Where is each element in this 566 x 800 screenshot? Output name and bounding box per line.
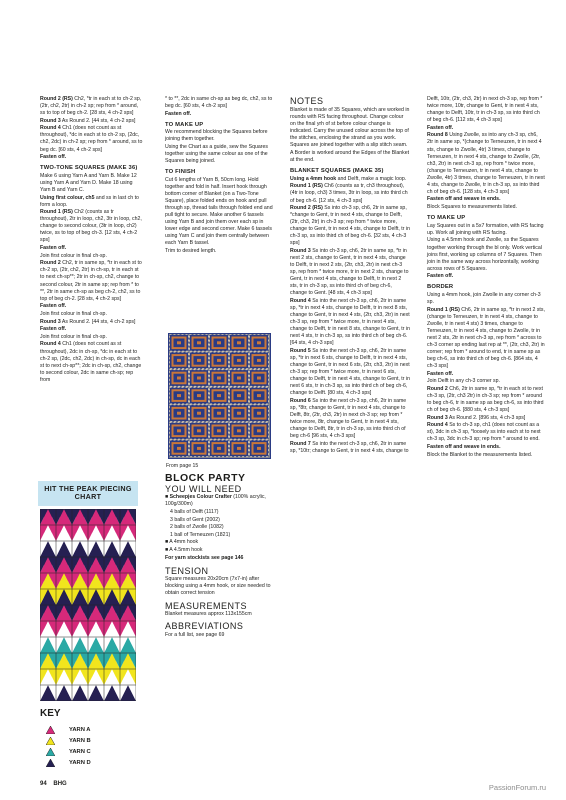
blanket-square-center	[237, 447, 241, 450]
instruction-label: Round 5	[290, 347, 311, 354]
instruction-paragraph	[290, 205, 410, 247]
instruction-text: Ss into the next ch-3 sp, ch6, 2tr in same sp, *10tr; change to Gent, tr in next 4 sts, change to	[290, 440, 409, 454]
instruction-text: As Round 2. [44 sts, 4 ch-2 sps]	[60, 318, 136, 325]
material-item	[165, 524, 277, 531]
piecing-chart	[40, 509, 136, 701]
material-detail: A 4.5mm hook	[169, 547, 203, 554]
material-detail: A 4mm hook	[169, 539, 199, 546]
instruction-paragraph	[427, 371, 545, 378]
blanket-square-center	[197, 341, 201, 344]
blanket-square-center	[237, 394, 241, 397]
instruction-paragraph	[427, 422, 545, 443]
instruction-text: Join first colour in final ch-sp.	[40, 333, 107, 340]
material-item	[165, 547, 277, 554]
instruction-label: Round 1 (RS)	[40, 209, 73, 216]
instruction-text: A Border is worked around the Edges of the Blanket at the end.	[290, 150, 410, 164]
instruction-paragraph	[40, 154, 143, 161]
instruction-label: Round 4	[40, 341, 61, 348]
abbreviations-text: For a full list, see page 69	[165, 631, 225, 638]
material-name: Scheepjes Colour Crafter	[169, 494, 232, 501]
blanket-square-center	[177, 341, 181, 344]
instruction-paragraph	[427, 125, 545, 132]
instruction-text: Ch6 (counts as tr, ch3 throughout), (4tr in loop, ch3) 3 times, 3tr in loop, ss into third ch of beg ch-6. [12 sts, 4 ch-3 sps]	[290, 183, 408, 204]
section-heading: TWO-TONE SQUARES (MAKE 36)	[40, 165, 138, 172]
blanket-square-center	[257, 359, 261, 362]
blanket-square-center	[217, 377, 221, 380]
instruction-text: Ss to ch-3 sp, ch1 (does not count as a st), 3dc in ch-3 sp, *loosely ss into each st to next ch-3 sp, 3dc in ch-3 sp; rep from * around to end.	[427, 422, 541, 443]
instruction-paragraph	[290, 248, 410, 297]
blanket-square-center	[237, 412, 241, 415]
blanket-square-center	[257, 429, 261, 432]
blanket-square-center	[177, 429, 181, 432]
instruction-text: Ch6, 2tr in same sp, *tr in each st to next ch-3 sp, (2tr, ch3 2tr) in ch-3 sp; rep from * around to beg ch-6, tr in same sp as beg ch-6, ss into third ch of beg ch-6. [880 sts, 4 ch-3 sps]	[427, 385, 544, 414]
key-label: YARN C	[69, 748, 91, 755]
materials-list	[165, 494, 277, 562]
instruction-paragraph	[290, 176, 410, 183]
piecing-chart-title: HIT THE PEAK PIECING CHART	[38, 481, 138, 506]
instruction-label: Round 7	[290, 440, 311, 447]
instruction-text: Ch2, *tr in each st to ch-2 sp, (2tr, ch2, 2tr) in ch-2 sp; rep from * around, ss to top of beg ch-2. [28 sts, 4 ch-2 sps]	[40, 96, 142, 117]
page-number: 94	[40, 781, 47, 787]
blanket-square-center	[197, 429, 201, 432]
blanket-square-center	[237, 341, 241, 344]
key-item	[46, 747, 91, 756]
instruction-text: Ch2, tr in same sp, *tr in each st to ch-2 sp, (2tr, ch2, 2tr) in ch-sp, tr in each st to next ch-sp**; 2tr in ch-sp, ch2, change to second colour, 2tr in same sp; rep from * to **, 2tr in same ch-sp as beg ch-2, ch2, ss to top of beg ch-2. [28 sts, 4 ch-2 sps]	[40, 260, 142, 302]
instruction-text: and Delft, make a magic loop.	[336, 175, 407, 182]
section-heading: BORDER	[427, 284, 454, 291]
column-4	[427, 96, 545, 459]
instruction-text: Using a 4mm hook, join Zwolle in any corner ch-3 sp.	[427, 291, 541, 306]
instruction-paragraph	[427, 196, 545, 203]
instruction-label: Fasten off and weave in ends.	[427, 196, 501, 203]
abbreviations-heading: ABBREVIATIONS	[165, 621, 244, 632]
instruction-text: Join Delft in any ch-3 corner sp.	[427, 378, 500, 385]
blanket-square-center	[257, 447, 261, 450]
blanket-square-center	[257, 341, 261, 344]
instruction-paragraph	[165, 129, 273, 143]
instruction-paragraph	[427, 204, 545, 211]
instruction-paragraph	[40, 260, 143, 302]
blanket-square-center	[197, 394, 201, 397]
section-heading: TO MAKE UP	[427, 215, 466, 222]
instruction-text: Join first colour in final ch-sp.	[40, 310, 107, 317]
column-3	[290, 96, 410, 455]
key-label: YARN A	[69, 726, 91, 733]
measurements-heading: MEASUREMENTS	[165, 600, 248, 611]
instruction-paragraph	[40, 173, 143, 194]
instruction-label: Fasten off.	[40, 245, 67, 252]
instruction-text: Using the Chart as a guide, sew the Squares together using the same colour as one of the Squares being joined.	[165, 144, 268, 165]
instruction-text: As Round 2. [44 sts, 4 ch-2 sps]	[60, 117, 136, 124]
material-detail: 4 balls of Delft (1117)	[170, 508, 219, 515]
instruction-label: Round 4	[427, 422, 448, 429]
blanket-square-center	[257, 394, 261, 397]
material-item	[165, 555, 277, 562]
instruction-paragraph	[427, 132, 545, 195]
material-detail: 2 balls of Zwolle (1082)	[170, 524, 224, 531]
page-footer	[40, 781, 67, 787]
instruction-paragraph	[427, 273, 545, 280]
instruction-paragraph	[427, 223, 545, 237]
instruction-paragraph	[427, 292, 545, 306]
bullet-icon: ■	[165, 539, 170, 546]
instruction-text: Using a 4.5mm hook and Zwolle, ss the Squares together working through the bl only. Work vertical joins first, working up columns of 7 Squares. Then join in the same way across horizontally, working across rows of 5 Squares.	[427, 237, 542, 272]
instruction-label: Fasten off.	[427, 370, 454, 377]
key-title: KEY	[40, 708, 61, 719]
instruction-label: Fasten off.	[40, 303, 67, 310]
instruction-text: and ss in last ch to form a loop.	[40, 194, 139, 208]
instruction-label: Fasten off.	[427, 273, 454, 280]
instruction-label: Round 3	[427, 414, 448, 421]
instruction-text: Ch6, 2tr in same sp, *tr in next 2 sts, (change to Terneuzen, tr in next 4 sts, change to Zwolle, tr in next 4 sts) 3 times, change to Terneuzen, tr in next 4 sts, change to Zwolle, tr in next 2 sts, 2tr in next ch-3 sp, rep from * across to ch-3 corner sp ending last rep at **, (2tr, ch3, 2tr) in corner; rep from * around to end, tr in same sp as beg ch-6, ss into third ch of beg ch-6. [864 sts, 4 ch-3 sps]	[427, 306, 545, 370]
instruction-paragraph	[427, 444, 545, 451]
instruction-paragraph	[427, 378, 545, 385]
instruction-text: Cut 6 lengths of Yarn B, 50cm long. Hold together and fold in half. Insert hook through bottom corner of Blanket (on a Two-Tone Square), place folded ends on hook and pull through sp, thread tails through folded end and pull tight to secure. Make another 6 tassels using Yarn B and join them over each sp in lower edge and second corner. Make 6 tassels using Yarn C and join them centrally between each Yarn B tassel.	[165, 176, 273, 247]
instruction-paragraph	[427, 415, 545, 422]
instruction-paragraph	[427, 96, 545, 124]
bullet-icon: ■	[165, 547, 170, 554]
material-detail: (100% acrylic, 100g/300m)	[165, 494, 266, 508]
block-party-title: BLOCK PARTY	[165, 472, 246, 484]
instruction-text: Ch1 (does not count as st throughout), 2dc in ch-sp, *dc in each st to ch-2 sp, (2dc, ch2, 2dc) in ch-sp, dc in each st to next ch-sp**; 2dc in ch-sp, ch2, change to second colour, 2dc in same ch-sp; rep from	[40, 341, 142, 383]
blanket-square-center	[177, 394, 181, 397]
instruction-text: Blanket is made of 35 Squares, which are worked in rounds with RS facing throughout. Change colour on the final yrh of st before colour change is indicated. Carry the unused colour across the top of the stitches, enclosing the strand as you work.	[290, 106, 410, 141]
material-item	[165, 532, 277, 539]
blanket-square-center	[217, 359, 221, 362]
blanket-square-center	[217, 412, 221, 415]
blanket-square-center	[177, 447, 181, 450]
instruction-paragraph	[290, 107, 410, 142]
instruction-paragraph	[165, 144, 273, 165]
instruction-label: Round 4	[290, 297, 311, 304]
instruction-paragraph	[40, 326, 143, 333]
instruction-text: Make 6 using Yarn A and Yarn B. Make 12 using Yarn A and Yarn D. Make 18 using Yarn B and Yarn C.	[40, 172, 137, 193]
material-item	[165, 539, 277, 546]
blanket-square-center	[237, 377, 241, 380]
instruction-label: Round 3	[290, 248, 311, 255]
instruction-paragraph	[40, 245, 143, 252]
instruction-paragraph	[40, 209, 143, 244]
instruction-paragraph	[40, 195, 143, 209]
material-detail: 3 balls of Gent (2002)	[170, 516, 220, 523]
blanket-square-center	[257, 377, 261, 380]
blanket-square-center	[197, 359, 201, 362]
blanket-square-center	[197, 377, 201, 380]
instruction-paragraph	[40, 96, 143, 117]
instruction-label: Fasten off.	[40, 326, 67, 333]
blanket-square-center	[177, 377, 181, 380]
instruction-paragraph	[40, 334, 143, 341]
instruction-text: Lay Squares out in a 5x7 formation, with RS facing up. Work all joining with RS facing.	[427, 222, 544, 236]
instruction-text: Ss into ch-3 sp, ch6, 2tr in same sp, *change to Gent, tr in next 4 sts, change to Delft, (2tr, ch3, 2tr) in ch-3 sp; rep from * twice more, change to Gent, tr in next 4 sts, change to Delft, tr in ch-3 sp, ss into third ch of beg ch-6. [32 sts, 4 ch-3 sps]	[290, 205, 410, 247]
instruction-label: Round 4	[40, 125, 61, 132]
instruction-label: Using a 4mm hook	[290, 175, 337, 182]
material-item	[165, 509, 277, 516]
tension-text: Square measures 20x20cm (7x7-in) after blocking using a 4mm hook, or size needed to obtain correct tension	[165, 576, 271, 597]
instruction-paragraph	[290, 398, 410, 440]
blanket-square-center	[217, 429, 221, 432]
instruction-label: Round 2	[40, 260, 61, 267]
watermark: PassionForum.ru	[488, 783, 546, 792]
blanket-square-center	[257, 412, 261, 415]
material-detail: For yarn stockists see page 146	[165, 554, 244, 561]
instruction-label: Round 1 (RS)	[427, 306, 460, 313]
instruction-paragraph	[290, 183, 410, 204]
instruction-label: Round 6	[290, 397, 311, 404]
notes-heading: NOTES	[290, 96, 324, 106]
blanket-square-center	[197, 447, 201, 450]
instruction-paragraph	[40, 125, 143, 153]
instruction-paragraph	[40, 341, 143, 383]
instruction-paragraph	[165, 96, 273, 110]
key-item	[46, 736, 91, 745]
instruction-paragraph	[290, 441, 410, 455]
instruction-paragraph	[427, 307, 545, 370]
instruction-label: Fasten off.	[165, 110, 192, 117]
blanket-square-center	[217, 341, 221, 344]
block-party-section	[165, 473, 277, 639]
column-1	[40, 96, 143, 384]
from-page-note: From page 15	[166, 463, 199, 469]
instruction-paragraph	[290, 142, 410, 149]
tension-heading: TENSION	[165, 565, 209, 576]
you-will-need-heading: YOU WILL NEED	[165, 483, 242, 494]
instruction-label: Round 2 (RS)	[290, 205, 323, 212]
key-item	[46, 725, 90, 734]
instruction-paragraph	[40, 311, 143, 318]
instruction-text: * to **, 2dc in same ch-sp as beg dc, ch2, ss to beg dc. [60 sts, 4 ch-2 sps]	[165, 96, 273, 110]
instruction-text: Join first colour in final ch-sp.	[40, 252, 107, 259]
key-swatch-icon	[46, 748, 55, 756]
section-heading: TO MAKE UP	[165, 121, 204, 128]
material-item	[165, 494, 277, 508]
instruction-text: Block the Blanket to the measurements listed.	[427, 451, 533, 458]
instruction-text: Trim to desired length.	[165, 247, 217, 254]
instruction-label: Fasten off and weave in ends.	[427, 444, 501, 451]
instruction-paragraph	[40, 303, 143, 310]
instruction-paragraph	[40, 253, 143, 260]
key-swatch-icon	[46, 726, 55, 734]
instruction-label: Round 1 (RS)	[290, 183, 323, 190]
instruction-label: Round 2	[427, 385, 448, 392]
instruction-label: Fasten off.	[427, 124, 454, 131]
instruction-text: Ss into the next ch-3 sp, ch6, 2tr in same sp, *tr in next 4 sts, change to Delft, tr in next 8 sts, change to Gent, tr in next 4 sts, (2tr, ch3, 2tr) in next ch-3 sp, rep from * twice more, tr in next 4 sts, change to Delft, tr in next 8 sts, change to Gent, tr in next 4 sts, tr in ch-3 sp, ss into third ch of beg ch-6. [64 sts, 4 ch-3 sps]	[290, 297, 410, 347]
instruction-paragraph	[40, 118, 143, 125]
section-heading: TO FINISH	[165, 169, 196, 176]
blanket-square-center	[237, 359, 241, 362]
instruction-paragraph	[427, 237, 545, 272]
instruction-text: Using Zwolle, ss into any ch-3 sp, ch6, 2tr in same sp, *(change to Terneuzen, tr in next 4 sts, change to Zwolle, 4tr) 3 times, change to Terneuzen, tr in next 4 sts, change to Zwolle, (2tr, ch3, 2tr) in next ch-3 sp, rep from * twice more, (change to Terneuzen, tr in next 4 sts, change to Zwolle, 4tr) 3 times, change to Terneuzen, tr in next 4 sts, change to Zwolle, tr in ch-3 sp, ss into third ch of beg ch-6. [128 sts, 4 ch-3 sps]	[427, 132, 545, 195]
instruction-text: Ch2 (counts as tr throughout), 2tr in loop, ch2, 3tr in loop, ch2, change to second colour, (3tr in loop, ch2) twice, ss to top of beg ch-3. [12 sts, 4 ch-2 sps]	[40, 209, 142, 244]
blanket-square-center	[237, 429, 241, 432]
instruction-label: Round 8	[427, 132, 448, 139]
instruction-paragraph	[165, 111, 273, 118]
instruction-label: Round 3	[40, 117, 61, 124]
instruction-text: Block Squares to measurements listed.	[427, 204, 517, 211]
blanket-square-center	[177, 359, 181, 362]
blanket-square-center	[197, 412, 201, 415]
instruction-label: Round 2 (RS)	[40, 96, 73, 102]
section-heading: BLANKET SQUARES (MAKE 35)	[290, 168, 384, 175]
column-2	[165, 96, 273, 256]
key-item	[46, 758, 91, 767]
instruction-paragraph	[290, 150, 410, 164]
blanket-square-center	[217, 394, 221, 397]
key-label: YARN B	[69, 737, 91, 744]
instruction-text: Ss into the next ch-3 sp, ch6, 2tr in same sp, *tr in next 6 sts, change to Delft, tr in next 4 sts, change to Gent, tr in next 6 sts, (2tr, ch3, 2tr) in next ch-3 sp; rep from * twice more, tr in next 6 sts, change to Delft, tr in next 4 sts, change to Gent, tr in next 6 sts, tr in ch-3 sp, ss into third ch of beg ch-6, change to Delft. [80 sts, 4 ch-3 sps]	[290, 347, 410, 397]
key-swatch-icon	[46, 737, 55, 745]
key-label: YARN D	[69, 759, 91, 766]
instruction-label: Round 3	[40, 318, 61, 325]
instruction-paragraph	[290, 298, 410, 347]
material-detail: 1 ball of Terneuzen (1821)	[170, 531, 231, 538]
instruction-paragraph	[40, 319, 143, 326]
instruction-label: Fasten off.	[40, 154, 67, 161]
material-item	[165, 517, 277, 524]
key-swatch-icon	[46, 759, 55, 767]
instruction-text: Delft, 10tr, (2tr, ch3, 2tr) in next ch-3 sp, rep from * twice more, 10tr, change to Gent, tr in next 4 sts, change to Delft, 10tr, tr in ch-3 sp, ss into third ch of beg ch-6. [112 sts, 4 ch-3 sps]	[427, 96, 543, 124]
blanket-photo	[168, 333, 271, 459]
instruction-text: We recommend blocking the Squares before joining them together.	[165, 129, 268, 143]
instruction-text: Squares are joined together with a slip stitch seam.	[290, 142, 408, 149]
bullet-icon: ■	[165, 494, 170, 501]
instruction-paragraph	[427, 452, 545, 459]
blanket-square-center	[217, 447, 221, 450]
instruction-paragraph	[290, 348, 410, 397]
instruction-paragraph	[165, 248, 273, 255]
magazine-brand: BHG	[53, 781, 67, 787]
blanket-square-center	[177, 412, 181, 415]
instruction-text: Ss into the next ch-3 sp, ch6, 2tr in same sp, *8tr, change to Gent, tr in next 4 sts, change to Delft, 8tr, (2tr, ch3, 2tr) in next ch-3 sp; rep from * twice more, 8tr, change to Gent, tr in next 4 sts, change to Delft, 8tr, tr in ch-3 sp, ss into third ch of beg ch-6 [96 sts, 4 ch-3 sps]	[290, 397, 407, 440]
instruction-text: Ss into ch-3 sp, ch6, 2tr in same sp, *tr in next 2 sts, change to Gent, tr in next 4 sts, change to Delft, tr in next 2 sts, (2tr, ch3, 2tr) in next ch-3 sp, rep from * twice more, tr in next 2 sts, change to Gent, tr in next 4 sts, change to Delft, tr in next 2 sts, tr in ch-3 sp, ss into third ch of beg ch-6, change to Gent. [48 sts, 4 ch-3 sps]	[290, 248, 409, 297]
instruction-text: As Round 2. [896 sts, 4 ch-3 sps]	[447, 414, 526, 421]
measurements-text: Blanket measures approx 113x155cm	[165, 611, 252, 618]
instruction-paragraph	[427, 386, 545, 414]
instruction-text: Ch1 (does not count as st throughout), *dc in each st to ch-2 sp, (2dc, ch2, 2dc) in ch-2 sp; rep from * around, ss to beg dc. [60 sts, 4 ch-2 sps]	[40, 125, 143, 153]
instruction-paragraph	[165, 177, 273, 247]
instruction-label: Using first colour, ch5	[40, 194, 95, 201]
